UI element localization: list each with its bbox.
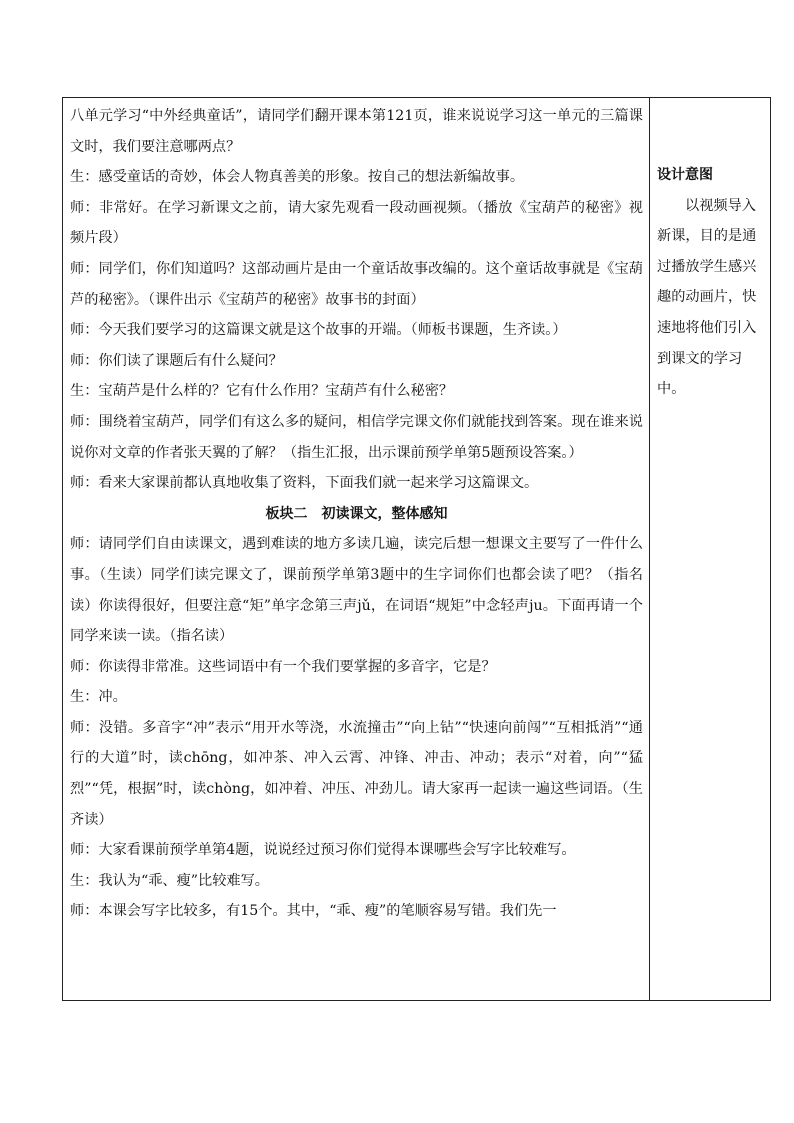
paragraph: 师：你们读了课题后有什么疑问？ <box>70 352 283 369</box>
paragraph: 师：大家看课前预学单第4题，说说经过预习你们觉得本课哪些会写字比较难写。 <box>70 842 576 859</box>
section-heading: 板块二 初读课文，整体感知 <box>265 505 448 522</box>
design-intent-text: 以视频导入新课，目的是通过播放学生感兴趣的动画片，快速地将他们引入到课文的学习中。 <box>657 197 757 398</box>
paragraph: 师：本课会写字比较多，有15个。其中，“乖、瘦”的笔顺容易写错。我们先一 <box>70 903 557 920</box>
paragraph: 师：你读得非常准。这些词语中有一个我们要掌握的多音字，它是？ <box>70 658 496 675</box>
design-intent-title: 设计意图 <box>657 167 713 183</box>
paragraph: 八单元学习“中外经典童话”，请同学们翻开课本第121页，谁来说说学习这一单元的三篇课文时，我们要注意哪两点？ <box>70 108 643 155</box>
paragraph: 师：没错。多音字“冲”表示“用开水等浇，水流撞击”“向上钻”“快速向前闯”“互相抵消”“通行的大道”时，读chōng，如冲茶、冲入云霄、冲锋、冲击、冲动；表示“对着，向”“猛烈”“凭，根据”时，读chòng，如冲着、冲压、冲劲儿。请大家再一起读一遍这些词语。（生齐读） <box>70 719 643 828</box>
teaching-process-cell <box>63 98 650 1000</box>
lesson-table <box>62 97 771 1001</box>
paragraph: 师：同学们，你们知道吗？这部动画片是由一个童话故事改编的。这个童话故事就是《宝葫芦的秘密》。（课件出示《宝葫芦的秘密》故事书的封面） <box>70 260 643 308</box>
paragraph: 师：看来大家课前都认真地收集了资料，下面我们就一起来学习这篇课文。 <box>70 475 539 492</box>
paragraph: 师：今天我们要学习的这篇课文就是这个故事的开端。（师板书课题，生齐读。） <box>70 322 567 339</box>
paragraph: 师：围绕着宝葫芦，同学们有这么多的疑问，相信学完课文你们就能找到答案。现在谁来说说你对文章的作者张天翼的了解？（指生汇报，出示课前预学单第5题预设答案。） <box>70 413 643 461</box>
paragraph: 师：请同学们自由读课文，遇到难读的地方多读几遍，读完后想一想课文主要写了一件什么事。（生读）同学们读完课文了，课前预学单第3题中的生字词你们也都会读了吧？（指名读）你读得很好，但要注意“矩”单字念第三声jǔ，在词语“规矩”中念轻声ju。下面再请一个同学来读一读。（指名读） <box>70 536 643 645</box>
paragraph: 师：非常好。在学习新课文之前，请大家先观看一段动画视频。（播放《宝葫芦的秘密》视频片段） <box>70 199 643 247</box>
design-intent-cell <box>650 98 770 1000</box>
paragraph: 生：我认为“乖、瘦”比较难写。 <box>70 872 269 889</box>
paragraph: 生：感受童话的奇妙，体会人物真善美的形象。按自己的想法新编故事。 <box>70 169 525 186</box>
paragraph: 生：冲。 <box>70 689 127 706</box>
paragraph: 生：宝葫芦是什么样的？它有什么作用？宝葫芦有什么秘密？ <box>70 383 454 400</box>
